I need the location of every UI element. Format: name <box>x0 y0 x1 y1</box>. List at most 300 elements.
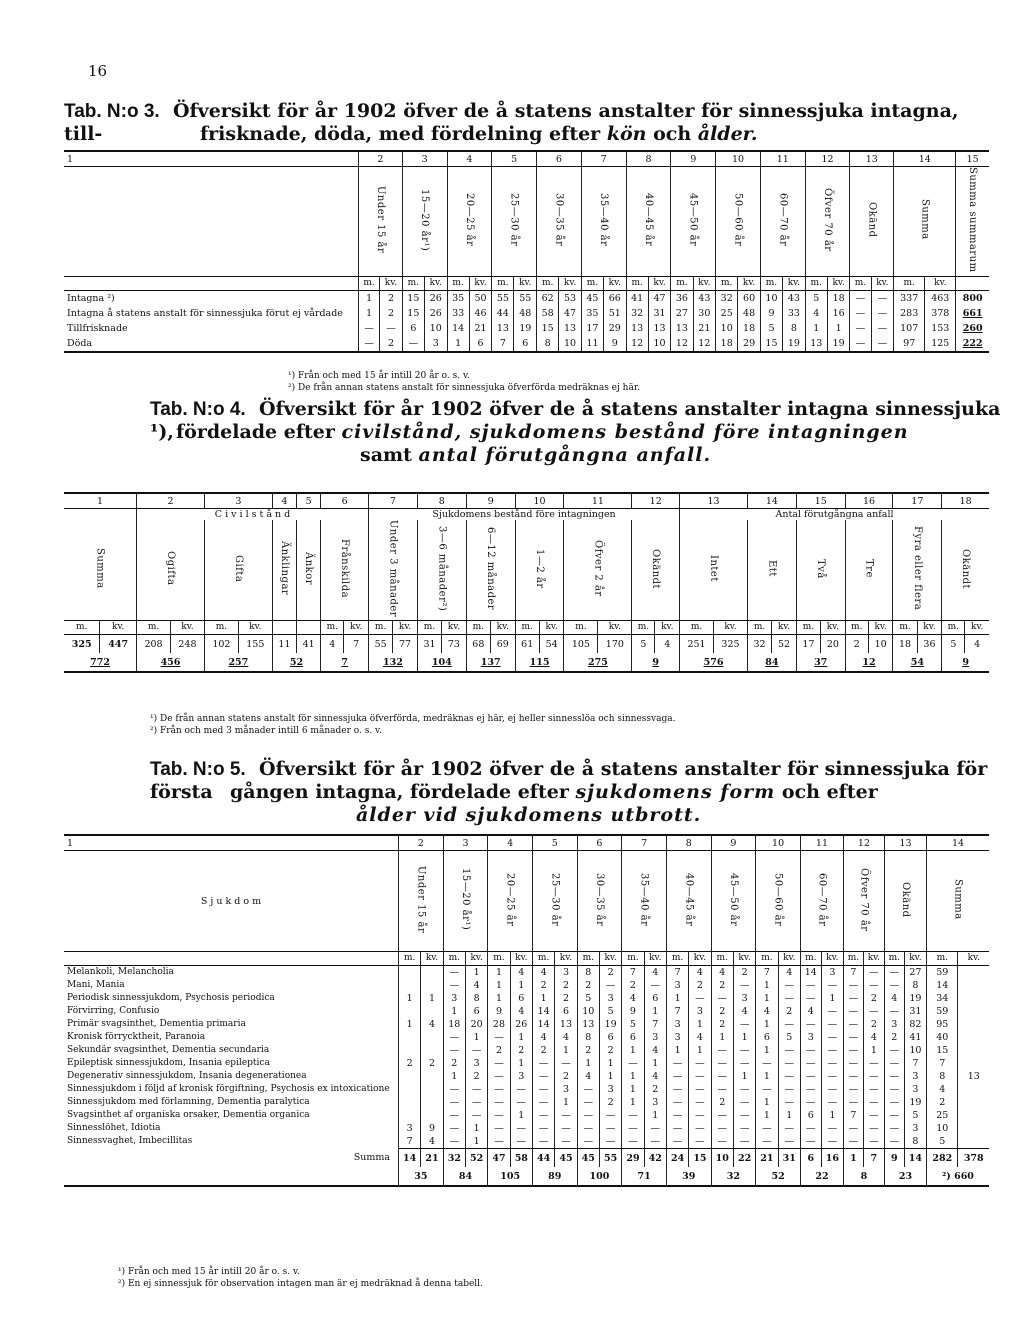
column-number: 3 <box>443 835 488 851</box>
value-cell: 3 <box>465 1057 487 1070</box>
column-number: 1 <box>64 493 137 509</box>
summa-cell: 45 <box>555 1149 577 1168</box>
value-cell: 337 <box>894 290 925 306</box>
value-cell: 107 <box>894 321 925 336</box>
column-header <box>515 520 564 621</box>
age-header <box>626 167 671 277</box>
value-cell: — <box>689 1057 711 1070</box>
value-cell <box>399 966 421 980</box>
value-cell: — <box>844 1018 864 1031</box>
value-cell <box>399 1070 421 1083</box>
unit-kv: kv. <box>393 621 418 635</box>
tab5-footnote-2: ²) En ej sinnessjuk för observation intagen man är ej medräknad å denna tabell. <box>118 1279 483 1289</box>
table-row <box>64 321 989 336</box>
value-cell: — <box>689 1070 711 1083</box>
summa-cell: 52 <box>465 1149 487 1168</box>
row-label: Döda <box>64 336 359 352</box>
value-cell: 8 <box>904 1135 926 1149</box>
value-cell: 5 <box>622 1018 644 1031</box>
table-row <box>64 1018 989 1031</box>
value-cell <box>958 1109 989 1122</box>
value-cell: — <box>884 1057 904 1070</box>
value-cell: — <box>577 1109 599 1122</box>
summa-row <box>64 1149 989 1168</box>
tab4-heading-line2 <box>176 421 956 444</box>
value-cell: — <box>532 1135 554 1149</box>
value-cell: 50 <box>469 290 492 306</box>
value-cell: — <box>821 1135 843 1149</box>
column-number: 9 <box>466 493 515 509</box>
unit-spacer <box>64 276 359 290</box>
vertical-header-text: 45—50 år <box>687 193 699 247</box>
value-cell: — <box>465 1044 487 1057</box>
tab4-title-line3a: samt <box>360 444 419 466</box>
row-label: Förvirring, Confusio <box>67 1006 160 1016</box>
value-cell: 2 <box>599 1044 621 1057</box>
value-cell: — <box>844 1122 864 1135</box>
value-cell: 3 <box>599 1083 621 1096</box>
vertical-header-text: Okändt <box>650 548 662 589</box>
value-cell: 9 <box>421 1122 443 1135</box>
total-cell: 275 <box>564 653 632 672</box>
value-cell: — <box>800 1044 821 1057</box>
value-cell: 40 <box>927 1031 958 1044</box>
unit-m: m. <box>64 621 100 635</box>
value-cell: 1 <box>447 336 469 352</box>
table-row <box>64 1070 989 1083</box>
vertical-header-text: Intet <box>708 555 720 582</box>
value-cell: 7 <box>666 1005 688 1018</box>
value-cell: 54 <box>539 635 564 654</box>
value-cell: 105 <box>564 635 598 654</box>
value-cell: 19 <box>827 336 850 352</box>
value-cell: — <box>800 979 821 992</box>
value-cell: 97 <box>894 336 925 352</box>
value-cell: 2 <box>488 1044 510 1057</box>
column-header <box>796 520 845 621</box>
value-cell: 33 <box>783 306 806 321</box>
value-cell: — <box>555 1109 577 1122</box>
value-cell: — <box>689 1096 711 1109</box>
column-number: 5 <box>297 493 321 509</box>
value-cell: 5 <box>805 290 827 306</box>
column-number: 10 <box>716 151 761 167</box>
value-cell: 1 <box>622 1044 644 1057</box>
value-cell: — <box>778 1122 800 1135</box>
vertical-header-text: 50—60 år <box>732 193 744 247</box>
value-cell: — <box>443 979 465 992</box>
value-cell: — <box>555 1122 577 1135</box>
unit-m: m. <box>850 276 871 290</box>
value-cell: 13 <box>555 1018 577 1031</box>
age-header <box>622 851 667 952</box>
value-cell: — <box>666 1070 688 1083</box>
age-header <box>850 167 894 277</box>
value-cell: 10 <box>716 321 738 336</box>
value-cell: — <box>850 321 871 336</box>
value-cell: 6 <box>510 992 532 1005</box>
column-number: 10 <box>515 493 564 509</box>
value-cell: 29 <box>738 336 761 352</box>
value-cell: 3 <box>510 1070 532 1083</box>
value-cell: 1 <box>756 1096 778 1109</box>
column-number: 4 <box>272 493 296 509</box>
value-cell: — <box>733 1044 755 1057</box>
row-label: Sekundär svagsinthet, Dementia secundaria <box>67 1045 270 1055</box>
unit-m: m. <box>671 276 693 290</box>
column-number: 7 <box>622 835 667 851</box>
tab3-units-row <box>64 276 989 290</box>
value-cell: 77 <box>393 635 418 654</box>
tab3-title-line2: frisknade, döda, med fördelning efter <box>200 123 607 145</box>
group-header-anfall: Antal förutgångna anfall <box>680 509 989 521</box>
age-header <box>443 851 488 952</box>
unit-kv: kv. <box>783 276 806 290</box>
value-cell: — <box>644 1122 666 1135</box>
value-cell: — <box>465 1096 487 1109</box>
unit-m: m. <box>369 621 393 635</box>
column-number: 5 <box>532 835 577 851</box>
value-cell: 7 <box>756 966 778 980</box>
value-cell: 170 <box>598 635 632 654</box>
value-cell: 13 <box>559 321 582 336</box>
value-cell: 1 <box>666 1044 688 1057</box>
value-cell: 10 <box>904 1044 926 1057</box>
tab5-title-line2a: gången intagna, fördelade efter <box>230 781 576 803</box>
value-cell: — <box>532 1122 554 1135</box>
value-cell: 7 <box>927 1057 958 1070</box>
unit-m: m. <box>884 952 904 966</box>
value-cell: 4 <box>577 1070 599 1083</box>
value-cell: 1 <box>622 1096 644 1109</box>
value-cell: 13 <box>648 321 671 336</box>
unit-kv: kv. <box>871 276 894 290</box>
column-number: 11 <box>800 835 843 851</box>
total-cell: 89 <box>532 1167 577 1186</box>
value-cell: 3 <box>399 1122 421 1135</box>
unit-kv: kv. <box>917 621 942 635</box>
value-cell: 6 <box>622 1031 644 1044</box>
column-number: 11 <box>564 493 632 509</box>
value-cell: — <box>850 290 871 306</box>
total-cell: 137 <box>466 653 515 672</box>
unit-m: m. <box>893 621 917 635</box>
unit-kv: kv. <box>424 276 447 290</box>
value-cell: 7 <box>344 635 369 654</box>
value-cell <box>958 1083 989 1096</box>
column-header <box>272 520 296 621</box>
value-cell: 1 <box>465 1031 487 1044</box>
value-cell <box>399 1044 421 1057</box>
vertical-header-text: Frånskilda <box>339 539 351 599</box>
value-cell: 20 <box>821 635 846 654</box>
value-cell: 41 <box>904 1031 926 1044</box>
value-cell: — <box>488 1096 510 1109</box>
unit-kv: kv. <box>100 621 137 635</box>
age-header <box>927 851 989 952</box>
value-cell: 33 <box>447 306 469 321</box>
value-cell: 2 <box>380 290 403 306</box>
value-cell: 3 <box>904 1122 926 1135</box>
vertical-header-text: Tre <box>863 559 875 578</box>
row-label: Degenerativ sinnessjukdom, Insania degenerationea <box>67 1071 307 1081</box>
value-cell: 2 <box>532 979 554 992</box>
value-cell: 4 <box>321 635 344 654</box>
tab4-group-headers <box>64 509 989 521</box>
value-cell: 1 <box>443 1070 465 1083</box>
value-cell: 15 <box>760 336 782 352</box>
unit-m: m. <box>622 952 644 966</box>
value-cell: 13 <box>958 1070 989 1083</box>
value-cell: 10 <box>868 635 893 654</box>
summa-cell: 21 <box>421 1149 443 1168</box>
tab3-title-och: och <box>646 123 698 145</box>
value-cell: — <box>402 336 424 352</box>
table-row <box>64 336 989 352</box>
group-spacer <box>64 509 137 521</box>
value-cell: — <box>555 1057 577 1070</box>
value-cell: 2 <box>380 336 403 352</box>
value-cell: 68 <box>466 635 490 654</box>
column-number: 7 <box>581 151 626 167</box>
value-cell: 1 <box>359 306 380 321</box>
value-cell: — <box>577 1083 599 1096</box>
value-cell: 32 <box>626 306 648 321</box>
value-cell: 1 <box>465 1122 487 1135</box>
table-row <box>64 290 989 306</box>
total-cell: 52 <box>272 653 320 672</box>
vertical-header-text: 25—30 år <box>508 193 520 247</box>
value-cell: 2 <box>733 966 755 980</box>
column-number: 1 <box>64 835 399 851</box>
value-cell: 7 <box>666 966 688 980</box>
value-cell: — <box>689 1083 711 1096</box>
value-cell: 48 <box>514 306 537 321</box>
value-cell: 48 <box>738 306 761 321</box>
value-cell: 10 <box>559 336 582 352</box>
value-cell <box>958 979 989 992</box>
value-cell: 4 <box>555 1031 577 1044</box>
value-cell: 4 <box>532 966 554 980</box>
value-cell: 14 <box>800 966 821 980</box>
vertical-header-text: Två <box>815 558 827 579</box>
value-cell: 69 <box>490 635 515 654</box>
value-cell: — <box>711 1044 733 1057</box>
value-cell <box>421 1070 443 1083</box>
vertical-header-text: Öfver 70 år <box>822 188 834 252</box>
unit-kv: kv. <box>598 621 632 635</box>
unit-kv: kv. <box>559 276 582 290</box>
value-cell: 4 <box>510 966 532 980</box>
column-header <box>680 520 748 621</box>
tab5-column-headers <box>64 851 989 952</box>
value-cell: 32 <box>716 290 738 306</box>
value-cell: 1 <box>805 321 827 336</box>
value-cell: — <box>821 1031 843 1044</box>
column-number: 15 <box>956 151 989 167</box>
row-label: Intagna ²) <box>67 292 115 304</box>
value-cell: 25 <box>927 1109 958 1122</box>
value-cell: 3 <box>884 1018 904 1031</box>
value-cell: 2 <box>465 1070 487 1083</box>
total-cell: 105 <box>488 1167 533 1186</box>
summa-cell: 16 <box>821 1149 843 1168</box>
value-cell: 800 <box>956 290 989 306</box>
value-cell: 2 <box>884 1031 904 1044</box>
tab3-title-kon: kön <box>606 123 647 145</box>
value-cell: — <box>884 979 904 992</box>
table-row <box>64 1044 989 1057</box>
value-cell: 82 <box>904 1018 926 1031</box>
summa-cell: 14 <box>904 1149 926 1168</box>
age-header <box>488 851 533 952</box>
vertical-header-text: 45—50 år <box>727 872 739 927</box>
tab4-label: Tab. N:o 4. <box>150 399 246 420</box>
tab4-footnotes <box>150 713 675 737</box>
unit-kv: kv. <box>958 952 989 966</box>
tab5-label: Tab. N:o 5. <box>150 759 246 780</box>
value-cell: 3 <box>424 336 447 352</box>
value-cell: 155 <box>238 635 272 654</box>
unit-m: m. <box>564 621 598 635</box>
vertical-header-text: 20—25 år <box>463 193 475 247</box>
row-label: Svagsinthet af organiska orsaker, Dementia organica <box>67 1110 310 1120</box>
value-cell <box>421 1044 443 1057</box>
column-header <box>564 520 632 621</box>
value-cell: — <box>778 1057 800 1070</box>
value-cell: — <box>733 1083 755 1096</box>
value-cell <box>421 1083 443 1096</box>
vertical-header-text: 35—40 år <box>598 193 610 247</box>
value-cell: 18 <box>827 290 850 306</box>
vertical-header-text: Öfver 70 år <box>858 867 870 932</box>
column-number: 4 <box>447 151 492 167</box>
unit-kv: kv. <box>827 276 850 290</box>
row-label: Kronisk förrycktheit, Paranoia <box>67 1032 206 1042</box>
value-cell: 29 <box>604 321 627 336</box>
total-cell: 100 <box>577 1167 622 1186</box>
value-cell: 95 <box>927 1018 958 1031</box>
tab5-units-row <box>64 952 989 966</box>
value-cell: — <box>778 979 800 992</box>
summa-cell: 32 <box>443 1149 465 1168</box>
unit-kv: kv. <box>344 621 369 635</box>
value-cell: — <box>599 1135 621 1149</box>
value-cell: 1 <box>827 321 850 336</box>
value-cell: 55 <box>369 635 393 654</box>
value-cell: — <box>884 1135 904 1149</box>
value-cell: 43 <box>693 290 716 306</box>
value-cell: — <box>510 1122 532 1135</box>
value-cell: — <box>689 992 711 1005</box>
column-number: 17 <box>893 493 942 509</box>
value-cell: 3 <box>904 1083 926 1096</box>
vertical-header-text: Änklingar <box>278 541 290 596</box>
column-number: 12 <box>632 493 680 509</box>
value-cell: 4 <box>965 635 989 654</box>
value-cell: — <box>666 1083 688 1096</box>
value-cell: 30 <box>693 306 716 321</box>
value-cell: — <box>622 1057 644 1070</box>
vertical-header-text: 15—20 år¹) <box>459 868 471 931</box>
value-cell: — <box>850 336 871 352</box>
value-cell: — <box>821 1122 843 1135</box>
tab4-column-numbers <box>64 493 989 509</box>
value-cell: 6 <box>555 1005 577 1018</box>
value-cell: — <box>800 992 821 1005</box>
value-cell: — <box>884 1083 904 1096</box>
value-cell: 2 <box>689 979 711 992</box>
value-cell: 9 <box>760 306 782 321</box>
column-number: 14 <box>894 151 956 167</box>
value-cell: 1 <box>510 1031 532 1044</box>
vertical-header-text: 30—35 år <box>553 193 565 247</box>
value-cell: 2 <box>532 1044 554 1057</box>
value-cell: 1 <box>733 1031 755 1044</box>
value-cell: 15 <box>402 306 424 321</box>
value-cell: 4 <box>465 979 487 992</box>
unit-m: m. <box>137 621 171 635</box>
tab3-footnote-1: ¹) Från och med 15 år intill 20 år o. s. v. <box>288 371 470 381</box>
column-number: 15 <box>796 493 845 509</box>
unit-kv: kv. <box>539 621 564 635</box>
age-header <box>716 167 761 277</box>
value-cell: 1 <box>666 992 688 1005</box>
value-cell: — <box>871 336 894 352</box>
column-number: 11 <box>760 151 805 167</box>
value-cell: 378 <box>925 306 956 321</box>
tab3-title-line1: Öfversikt för år 1902 öfver de å statens anstalter för sinnessjuka intagna, till- <box>64 100 959 145</box>
unit-spacer <box>956 276 989 290</box>
total-cell: 52 <box>756 1167 801 1186</box>
unit-m: m. <box>711 952 733 966</box>
value-cell: 4 <box>778 966 800 980</box>
unit-m: m. <box>466 621 490 635</box>
total-cell: ²) 660 <box>927 1167 989 1186</box>
value-cell: 8 <box>577 1031 599 1044</box>
value-cell: 36 <box>671 290 693 306</box>
value-cell: 52 <box>772 635 797 654</box>
table-row <box>64 1122 989 1135</box>
value-cell: — <box>778 1070 800 1083</box>
unit-kv: kv. <box>604 276 627 290</box>
value-cell: 34 <box>927 992 958 1005</box>
value-cell: — <box>380 321 403 336</box>
value-cell: 1 <box>622 1070 644 1083</box>
column-header <box>845 520 893 621</box>
value-cell <box>958 1135 989 1149</box>
value-cell: 13 <box>577 1018 599 1031</box>
total-cell: 9 <box>632 653 680 672</box>
value-cell: 43 <box>783 290 806 306</box>
summa-cell: 378 <box>958 1149 989 1168</box>
value-cell: — <box>622 1122 644 1135</box>
value-cell: 6 <box>756 1031 778 1044</box>
value-cell: 10 <box>927 1122 958 1135</box>
value-cell: — <box>488 1122 510 1135</box>
value-cell: 1 <box>778 1109 800 1122</box>
value-cell: — <box>863 979 884 992</box>
vertical-header-text: 60—70 år <box>777 193 789 247</box>
value-cell: 5 <box>599 1005 621 1018</box>
value-cell <box>421 979 443 992</box>
row-label: Melankoli, Melancholia <box>67 967 174 977</box>
column-header <box>747 520 796 621</box>
column-header <box>137 520 205 621</box>
vertical-header-text: Änkor <box>303 552 315 586</box>
summa-cell: 15 <box>689 1149 711 1168</box>
value-cell: 1 <box>689 1044 711 1057</box>
